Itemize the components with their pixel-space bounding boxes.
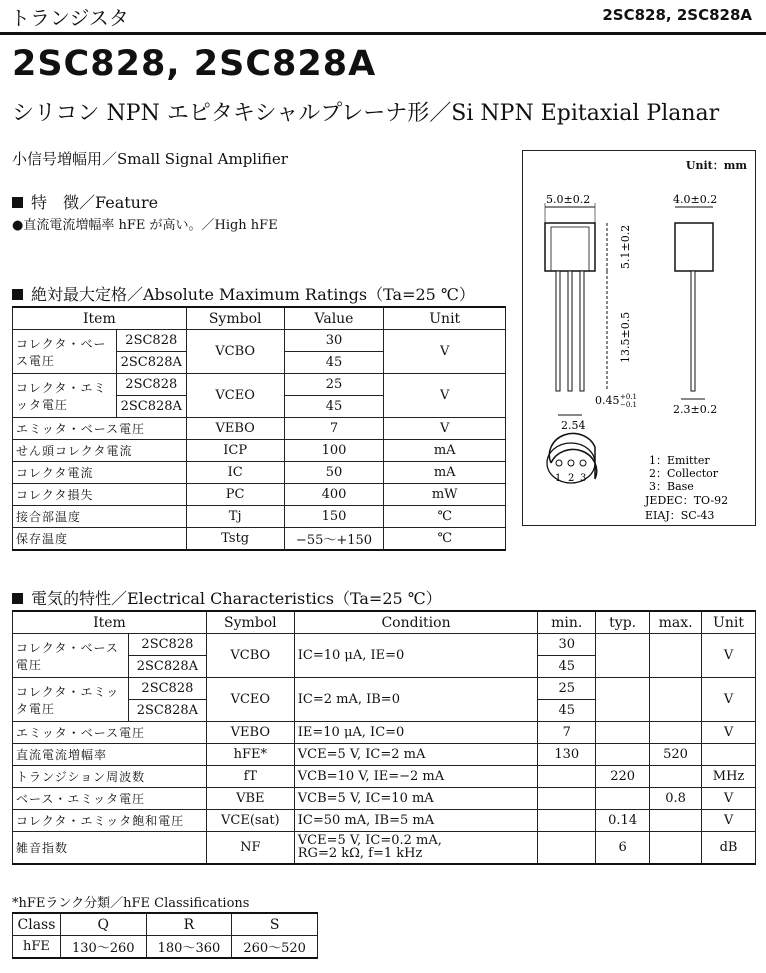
part-2sc828a: 2SC828A: [128, 656, 206, 678]
col-header-value: Value: [284, 307, 384, 330]
item-cell: せん頭コレクタ電流: [13, 440, 187, 462]
condition-line-2: RG=2 kΩ, f=1 kHz: [297, 846, 423, 862]
item-cell: 接合部温度: [13, 506, 187, 528]
unit-cell: V: [702, 722, 756, 744]
dim-pitch: 2.54: [561, 419, 586, 432]
dim-side-width: 4.0±0.2: [673, 193, 718, 206]
item-cell: トランジション周波数: [13, 766, 207, 788]
pin-number-3: 3: [580, 473, 587, 484]
min-cell: 130: [538, 744, 596, 766]
condition-line-1: VCE=5 V, IC=0.2 mA,: [297, 833, 442, 849]
typ-cell: [596, 788, 650, 810]
condition-cell: VCE=5 V, IC=2 mA: [294, 744, 538, 766]
max-cell: [650, 678, 702, 722]
feature-heading: [12, 190, 158, 213]
typ-cell: 220: [596, 766, 650, 788]
symbol-cell: VEBO: [186, 418, 284, 440]
col-header-item: Item: [13, 611, 207, 634]
package-drawing: [523, 151, 755, 525]
table-row: [13, 678, 756, 700]
table-row: [13, 462, 506, 484]
section-bullet-icon: [12, 593, 23, 604]
bottom-pin-1: [556, 460, 562, 466]
typ-cell: [596, 722, 650, 744]
dim-body-height: 5.1±0.2: [619, 224, 632, 269]
value-cell: 150: [284, 506, 384, 528]
abs-max-heading: [12, 282, 475, 305]
page-title: 2SC828, 2SC828A: [12, 44, 377, 84]
unit-cell: V: [384, 374, 506, 418]
unit-cell: [702, 744, 756, 766]
hfe-q: 130～260: [60, 936, 146, 959]
table-header-row: [13, 307, 506, 330]
table-row: [13, 788, 756, 810]
dim-lead-width: 0.45: [595, 394, 620, 407]
condition-cell: [294, 832, 538, 864]
page-subtitle: シリコン NPN エピタキシャルプレーナ形／Si NPN Epitaxial Planar: [12, 101, 720, 126]
max-cell: 520: [650, 744, 702, 766]
elec-heading-text: 電気的特性／Electrical Characteristics（Ta=25 ℃）: [31, 589, 442, 608]
symbol-cell: hFE*: [206, 744, 294, 766]
col-header-symbol: Symbol: [206, 611, 294, 634]
item-cell: 直流電流増幅率: [13, 744, 207, 766]
value-cell: 45: [284, 352, 384, 374]
elec-table: [12, 610, 756, 865]
table-row: [13, 528, 506, 551]
symbol-cell: VCE(sat): [206, 810, 294, 832]
symbol-vcbo: VCBO: [206, 634, 294, 678]
purpose-line: 小信号増幅用／Small Signal Amplifier: [12, 150, 288, 168]
symbol-cell: IC: [186, 462, 284, 484]
lead-2: [568, 271, 572, 391]
pin-collector: 2：Collector: [649, 467, 719, 480]
dim-lead-length: 13.5±0.5: [619, 311, 632, 363]
unit-cell: mA: [384, 462, 506, 484]
table-row: [13, 484, 506, 506]
col-header-min: min.: [538, 611, 596, 634]
package-unit-label: Unit：mm: [685, 159, 747, 172]
symbol-cell: Tj: [186, 506, 284, 528]
item-cell: ベース・エミッタ電圧: [13, 788, 207, 810]
item-vceo: コレクタ・エミッタ電圧: [13, 678, 129, 722]
item-vceo: コレクタ・エミッタ電圧: [13, 374, 117, 418]
item-cell: 保存温度: [13, 528, 187, 551]
unit-cell: dB: [702, 832, 756, 864]
col-header-s: S: [232, 913, 318, 936]
symbol-cell: VBE: [206, 788, 294, 810]
jedec-label: JEDEC：TO-92: [645, 494, 729, 507]
eiaj-label: EIAJ：SC-43: [645, 509, 715, 522]
pin-emitter: 1：Emitter: [649, 454, 710, 467]
col-header-condition: Condition: [294, 611, 538, 634]
pin-number-1: 1: [555, 473, 562, 484]
col-header-unit: Unit: [702, 611, 756, 634]
min-cell: 45: [538, 656, 596, 678]
item-vcbo: コレクタ・ベース電圧: [13, 634, 129, 678]
value-cell: 50: [284, 462, 384, 484]
unit-cell: V: [384, 418, 506, 440]
part-2sc828a: 2SC828A: [116, 352, 186, 374]
condition-cell: IC=50 mA, IB=5 mA: [294, 810, 538, 832]
table-row: [13, 506, 506, 528]
col-header-item: Item: [13, 307, 187, 330]
value-cell: 30: [284, 330, 384, 352]
side-body-outline: [675, 223, 713, 271]
col-header-class: Class: [13, 913, 61, 936]
max-cell: [650, 832, 702, 864]
max-cell: [650, 634, 702, 678]
package-outline-box: [522, 150, 756, 526]
col-header-symbol: Symbol: [186, 307, 284, 330]
table-row: [13, 810, 756, 832]
side-lead: [691, 271, 695, 391]
row-label: hFE: [13, 936, 61, 959]
elec-heading: [12, 586, 442, 609]
unit-cell: MHz: [702, 766, 756, 788]
abs-max-heading-text: 絶対最大定格／Absolute Maximum Ratings（Ta=25 ℃）: [31, 285, 475, 304]
symbol-cell: Tstg: [186, 528, 284, 551]
value-cell: 45: [284, 396, 384, 418]
col-header-r: R: [146, 913, 232, 936]
unit-cell: mW: [384, 484, 506, 506]
value-cell: 7: [284, 418, 384, 440]
section-bullet-icon: [12, 289, 23, 300]
unit-cell: V: [702, 810, 756, 832]
table-row: [13, 440, 506, 462]
value-cell: 400: [284, 484, 384, 506]
table-row: [13, 634, 756, 656]
hfe-s: 260～520: [232, 936, 318, 959]
abs-max-table: [12, 306, 506, 551]
condition-cell: IE=10 μA, IC=0: [294, 722, 538, 744]
max-cell: [650, 722, 702, 744]
min-cell: [538, 788, 596, 810]
typ-cell: 6: [596, 832, 650, 864]
table-header-row: [13, 611, 756, 634]
symbol-cell: NF: [206, 832, 294, 864]
min-cell: 45: [538, 700, 596, 722]
min-cell: 25: [538, 678, 596, 700]
lead-3: [580, 271, 584, 391]
item-cell: エミッタ・ベース電圧: [13, 418, 187, 440]
col-header-q: Q: [60, 913, 146, 936]
typ-cell: 0.14: [596, 810, 650, 832]
part-2sc828: 2SC828: [128, 634, 206, 656]
col-header-unit: Unit: [384, 307, 506, 330]
unit-cell: V: [702, 788, 756, 810]
min-cell: 7: [538, 722, 596, 744]
dim-body-width: 5.0±0.2: [546, 193, 591, 206]
condition-cell: VCB=10 V, IE=−2 mA: [294, 766, 538, 788]
part-2sc828: 2SC828: [128, 678, 206, 700]
symbol-vcbo: VCBO: [186, 330, 284, 374]
value-cell: −55～+150: [284, 528, 384, 551]
table-row: [13, 936, 318, 959]
header-divider: [0, 32, 766, 35]
unit-cell: ℃: [384, 506, 506, 528]
min-cell: 30: [538, 634, 596, 656]
min-cell: [538, 810, 596, 832]
part-2sc828a: 2SC828A: [128, 700, 206, 722]
part-2sc828a: 2SC828A: [116, 396, 186, 418]
item-cell: エミッタ・ベース電圧: [13, 722, 207, 744]
header-part-numbers: 2SC828, 2SC828A: [602, 6, 752, 24]
col-header-typ: typ.: [596, 611, 650, 634]
col-header-max: max.: [650, 611, 702, 634]
table-row: [13, 374, 506, 396]
table-row: [13, 832, 756, 864]
typ-cell: [596, 678, 650, 722]
hfe-heading: *hFEランク分類／hFE Classifications: [12, 896, 250, 911]
table-row: [13, 418, 506, 440]
dim-lead-tol-plus: +0.1: [620, 393, 637, 401]
value-cell: 100: [284, 440, 384, 462]
hfe-table: [12, 912, 318, 959]
table-row: [13, 766, 756, 788]
max-cell: 0.8: [650, 788, 702, 810]
typ-cell: [596, 744, 650, 766]
pin-number-2: 2: [568, 473, 575, 484]
item-vcbo: コレクタ・ベース電圧: [13, 330, 117, 374]
table-row: [13, 330, 506, 352]
item-cell: コレクタ・エミッタ飽和電圧: [13, 810, 207, 832]
feature-text: ●直流電流増幅率 hFE が高い。／High hFE: [12, 218, 278, 233]
min-cell: [538, 832, 596, 864]
item-cell: 雑音指数: [13, 832, 207, 864]
condition-cell: IC=10 μA, IE=0: [294, 634, 538, 678]
typ-cell: [596, 634, 650, 678]
unit-cell: mA: [384, 440, 506, 462]
symbol-cell: ICP: [186, 440, 284, 462]
dim-lead-tol-minus: −0.1: [620, 401, 637, 409]
hfe-r: 180～360: [146, 936, 232, 959]
symbol-cell: PC: [186, 484, 284, 506]
max-cell: [650, 810, 702, 832]
unit-cell: V: [702, 634, 756, 678]
value-cell: 25: [284, 374, 384, 396]
item-cell: コレクタ損失: [13, 484, 187, 506]
bottom-pin-3: [580, 460, 586, 466]
table-row: [13, 722, 756, 744]
condition-cell: IC=2 mA, IB=0: [294, 678, 538, 722]
unit-cell: ℃: [384, 528, 506, 551]
table-header-row: [13, 913, 318, 936]
unit-cell: V: [384, 330, 506, 374]
front-body-outline: [545, 223, 595, 271]
unit-cell: V: [702, 678, 756, 722]
section-bullet-icon: [12, 197, 23, 208]
lead-1: [556, 271, 560, 391]
min-cell: [538, 766, 596, 788]
symbol-cell: VEBO: [206, 722, 294, 744]
max-cell: [650, 766, 702, 788]
part-2sc828: 2SC828: [116, 374, 186, 396]
symbol-cell: fT: [206, 766, 294, 788]
condition-cell: VCB=5 V, IC=10 mA: [294, 788, 538, 810]
symbol-vceo: VCEO: [206, 678, 294, 722]
bottom-pin-2: [568, 460, 574, 466]
table-row: [13, 744, 756, 766]
pin-base: 3：Base: [649, 480, 694, 493]
item-cell: コレクタ電流: [13, 462, 187, 484]
dim-side-lead: 2.3±0.2: [673, 403, 718, 416]
feature-heading-text: 特 徴／Feature: [31, 193, 159, 212]
symbol-vceo: VCEO: [186, 374, 284, 418]
part-2sc828: 2SC828: [116, 330, 186, 352]
header-category: トランジスタ: [10, 6, 129, 30]
